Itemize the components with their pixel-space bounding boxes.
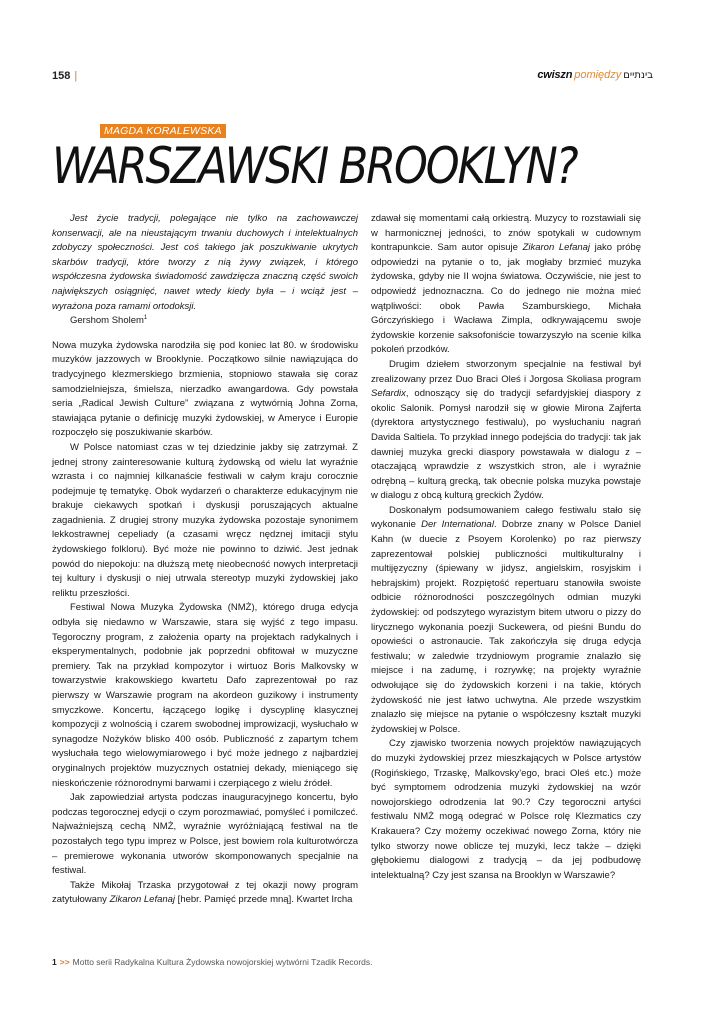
paragraph-7 — [371, 358, 641, 504]
paragraph-6-b: jako próbę odpowiedzi na pytanie o to, jak mogłaby brzmieć muzyka żydowska, gdyby nie II wojna światowa. Oczywiście, nie jest to odpowiedź jednoznaczna. Co do jednego nie można mieć wątpliwości: obok Pawła Szamburskiego, Michała Górczyńskiego i Wacława Zimpla, odkrywającemu swoje żydowskie korzenie saksofoniście towarzyszyło na scenie kilka pokoleń przodków. — [371, 242, 641, 356]
page-number-separator: | — [74, 70, 78, 82]
footnote — [52, 957, 373, 967]
masthead-hebrew: בינתיים — [623, 70, 653, 81]
footnote-number: 1 — [52, 957, 57, 967]
motto-text: Jest życie tradycji, polegające nie tylko na zachowawczej konserwacji, ale na nieustającym trwaniu duchowych i intelektualnych zdobyczy społeczności. Jest coś takiego jak poszukiwanie ukrytych skarbów tradycji, które tworzy z nią żywy związek, i którego współczesna żydowska świadomość zawdzięcza znaczną część swoich największych osiągnięć, nawet wtedy kiedy była – i wciąż jest – wyrażona poza ramami ortodoksji. — [52, 213, 358, 312]
paragraph-7-b: , odnoszący się do tradycji sefardyjskiej diaspory z okolic Salonik. Pomysł narodził się w głowie Mirona Zajferta (dyrektora artystycznego festiwalu), po wysłuchaniu nagrań Davida Saltiela. To przykład innego podejścia do tradycji: tak jak dawniej muzyka grecki diaspory powstawała w dialogu z – otaczającą wprawdzie z wszystkich stron, ale i wyraźnie odrębną – kulturą grecką, tak obecnie polska muzyka powstaje w dialogu z obcą kulturą greckich Żydów. — [371, 388, 641, 502]
right-column — [371, 212, 641, 883]
paragraph-7-a: Drugim dziełem stworzonym specjalnie na festiwal był zrealizowany przez Duo Braci Oleś i Jorgosa Skoliasa program — [371, 358, 641, 385]
paragraph-5-b: [hebr. Pamięć przede mną]. Kwartet Ircha — [175, 894, 353, 906]
paragraph-8 — [371, 504, 641, 738]
footnote-text: Motto serii Radykalna Kultura Żydowska nowojorskiej wytwórni Tzadik Records. — [72, 957, 373, 967]
paragraph-8-b: . Dobrze znany w Polsce Daniel Kahn (w duecie z Psoyem Korolenko) po raz pierwszy zaprezentował polskiej publiczności multikulturalny i multijęzyczny (śpiewany w jidysz, angielskim, rosyjskim i hebrajskim) projekt. Rozpiętość repertuaru stanowiła swoiste odbicie różnorodności poszczególnych odmian muzyki żydowskiej: od podszytego wyrazistym bitem utworu o pizzy do lirycznego wykonania poezji Suckewera, od pieśni Bundu do opowieści o astronaucie. Tak zakończyła się druga edycja festiwalu; w zaledwie trzydniowym programie znalazło się miejsce i na zadumę, i rozrywkę; na projekty wyraźnie odwołujące się do żydowskich korzeni i na takie, których żydowskość nie jest łatwo uchwytna. Ale przede wszystkim znalazło się miejsce na pytanie o współczesny kształt muzyki żydowskiej w Polsce. — [371, 519, 642, 735]
paragraph-1: Nowa muzyka żydowska narodziła się pod koniec lat 80. w środowisku muzyków jazzowych w Brooklynie. Początkowo silnie nawiązująca do tradycyjnego klezmerskiego brzmienia, stopniowo stawała się coraz samodzielniejsza, śmielsza, nierzadko awangardowa. Gdy powstała seria „Radical Jewish Culture” związana z wytwórnią Johna Zorna, stawiająca pytanie o definicję muzyki żydowskiej, w Ameryce i Europie rozpoczęło się poszukiwanie skarbów. — [52, 339, 358, 439]
paragraph-9: Czy zjawisko tworzenia nowych projektów nawiązujących do muzyki żydowskiej przez mieszkających w Polsce artystów (Rogińskiego, Trzaskę, Malkovsky’ego, braci Oleś etc.) może być symptomem odrodzenia muzyki żydowskiej na wzór nowojorskiego odrodzenia lat 90.? Czy tegoroczni artyści festiwalu NMŻ mogą odegrać w Polsce rolę Klezmatics czy Krakauera? Czy możemy oczekiwać nowego Zorna, który nie tylko stworzy nowe oblicze tej muzyki, lecz także – dzięki głębokiemu dialogowi z tradycją – da jej podbudowę intelektualną? Czy jest szansa na Brooklyn w Warszawie? — [371, 738, 641, 881]
paragraph-8-title: Der International — [421, 519, 494, 531]
paragraph-4: Jak zapowiedział artysta podczas inauguracyjnego koncertu, było podczas tegorocznej edycji o czym porozmawiać, pomyśleć i pomilczeć. Najważniejszą cechą NMŻ, wyraźnie wyróżniającą festiwal na tle pozostałych tego typu imprez w Polsce, jest bowiem rola kulturotwórcza – premierowe wykonania utworów skomponowanych specjalnie na festiwal. — [52, 792, 358, 877]
masthead-polish: pomiędzy — [574, 69, 622, 81]
paragraph-6-a: zdawał się momentami całą orkiestrą. Muzycy to rozstawiali się w harmonicznej jedności, to znów spotykali w cudownym kontrapunkcie. Sam autor opisuje — [371, 213, 641, 254]
paragraph-3: Festiwal Nowa Muzyka Żydowska (NMŻ), którego druga edycja odbyła się niedawno w Warszawie, stara się wyjść z tego impasu. Tegoroczny program, z założenia oparty na projektach radykalnych i eksperymentalnych, podobnie jak poprzedni obfitował w muzyczne premiery. Tak na przykład kompozytor i wirtuoz Boris Malkovsky w towarzystwie krakowskiego kwartetu Dafo zaprezentował po raz pierwszy w Warszawie program na akordeon guzikowy i instrumenty smyczkowe. Koncertu, łączącego logikę i dyscyplinę klasycznej kompozycji z wolnością i czarem swobodnej improwizacji, wysłuchało w synagodze Nożyków blisko 400 osób. Publiczność z zapartym tchem wysłuchała tego wielowymiarowego i być może jednego z najbardziej oryginalnych projektów muzycznych ostatniej dekady, mieniącego się nieskończenie różnorodnymi barwami i czerpiącego z wielu źródeł. — [52, 602, 358, 789]
masthead-logo: cwiszn — [537, 69, 573, 81]
paragraph-7-title: Sefardix — [371, 388, 406, 400]
paragraph-5 — [52, 879, 358, 908]
author-label: MAGDA KORALEWSKA — [100, 124, 226, 138]
motto-author — [70, 314, 358, 329]
left-column — [52, 212, 358, 908]
paragraph-5-a: Także Mikołaj Trzaska przygotował z tej okazji nowy program zatytułowany — [52, 879, 358, 906]
motto-author-name: Gershom Sholem — [70, 315, 144, 327]
footnote-arrow: >> — [59, 957, 70, 967]
page-number — [52, 70, 77, 82]
paragraph-2: W Polsce natomiast czas w tej dziedzinie jakby się zatrzymał. Z jednej strony zainteresowanie kulturą żydowską od wielu lat wyraźnie wzrasta i co najmniej kilkanaście festiwali w całym kraju corocznie podejmuje tę tematykę. Obok wydarzeń o charakterze edukacyjnym nie brakuje ciekawych spotkań i dyskusji poruszających aktualne zagadnienia. Z drugiej strony muzyka żydowska pozostaje synonimem lekkostrawnej cepeliady (a czasami wręcz nędznej imitacji stylu żydowskiego folkloru). Być może nie powinno to dziwić. Jest jednak powód do niepokoju: na dłuższą metę nieobecność nowych interpretacji tej kultury i dyskusji o niej utrwala stereotyp muzyki żydowskiej jako reliktu przeszłości. — [52, 441, 358, 599]
article-title: WARSZAWSKI BROOKLYN? — [52, 137, 577, 195]
journal-masthead — [537, 69, 653, 81]
footnote-ref: 1 — [143, 315, 148, 321]
paragraph-6-title: Zikaron Lefanaj — [522, 242, 591, 254]
page-number-value: 158 — [52, 70, 71, 82]
paragraph-5-title: Zikaron Lefanaj — [109, 894, 176, 906]
paragraph-6 — [371, 212, 641, 358]
paragraph-8-a: Doskonałym podsumowaniem całego festiwalu stało się wykonanie — [371, 504, 641, 531]
